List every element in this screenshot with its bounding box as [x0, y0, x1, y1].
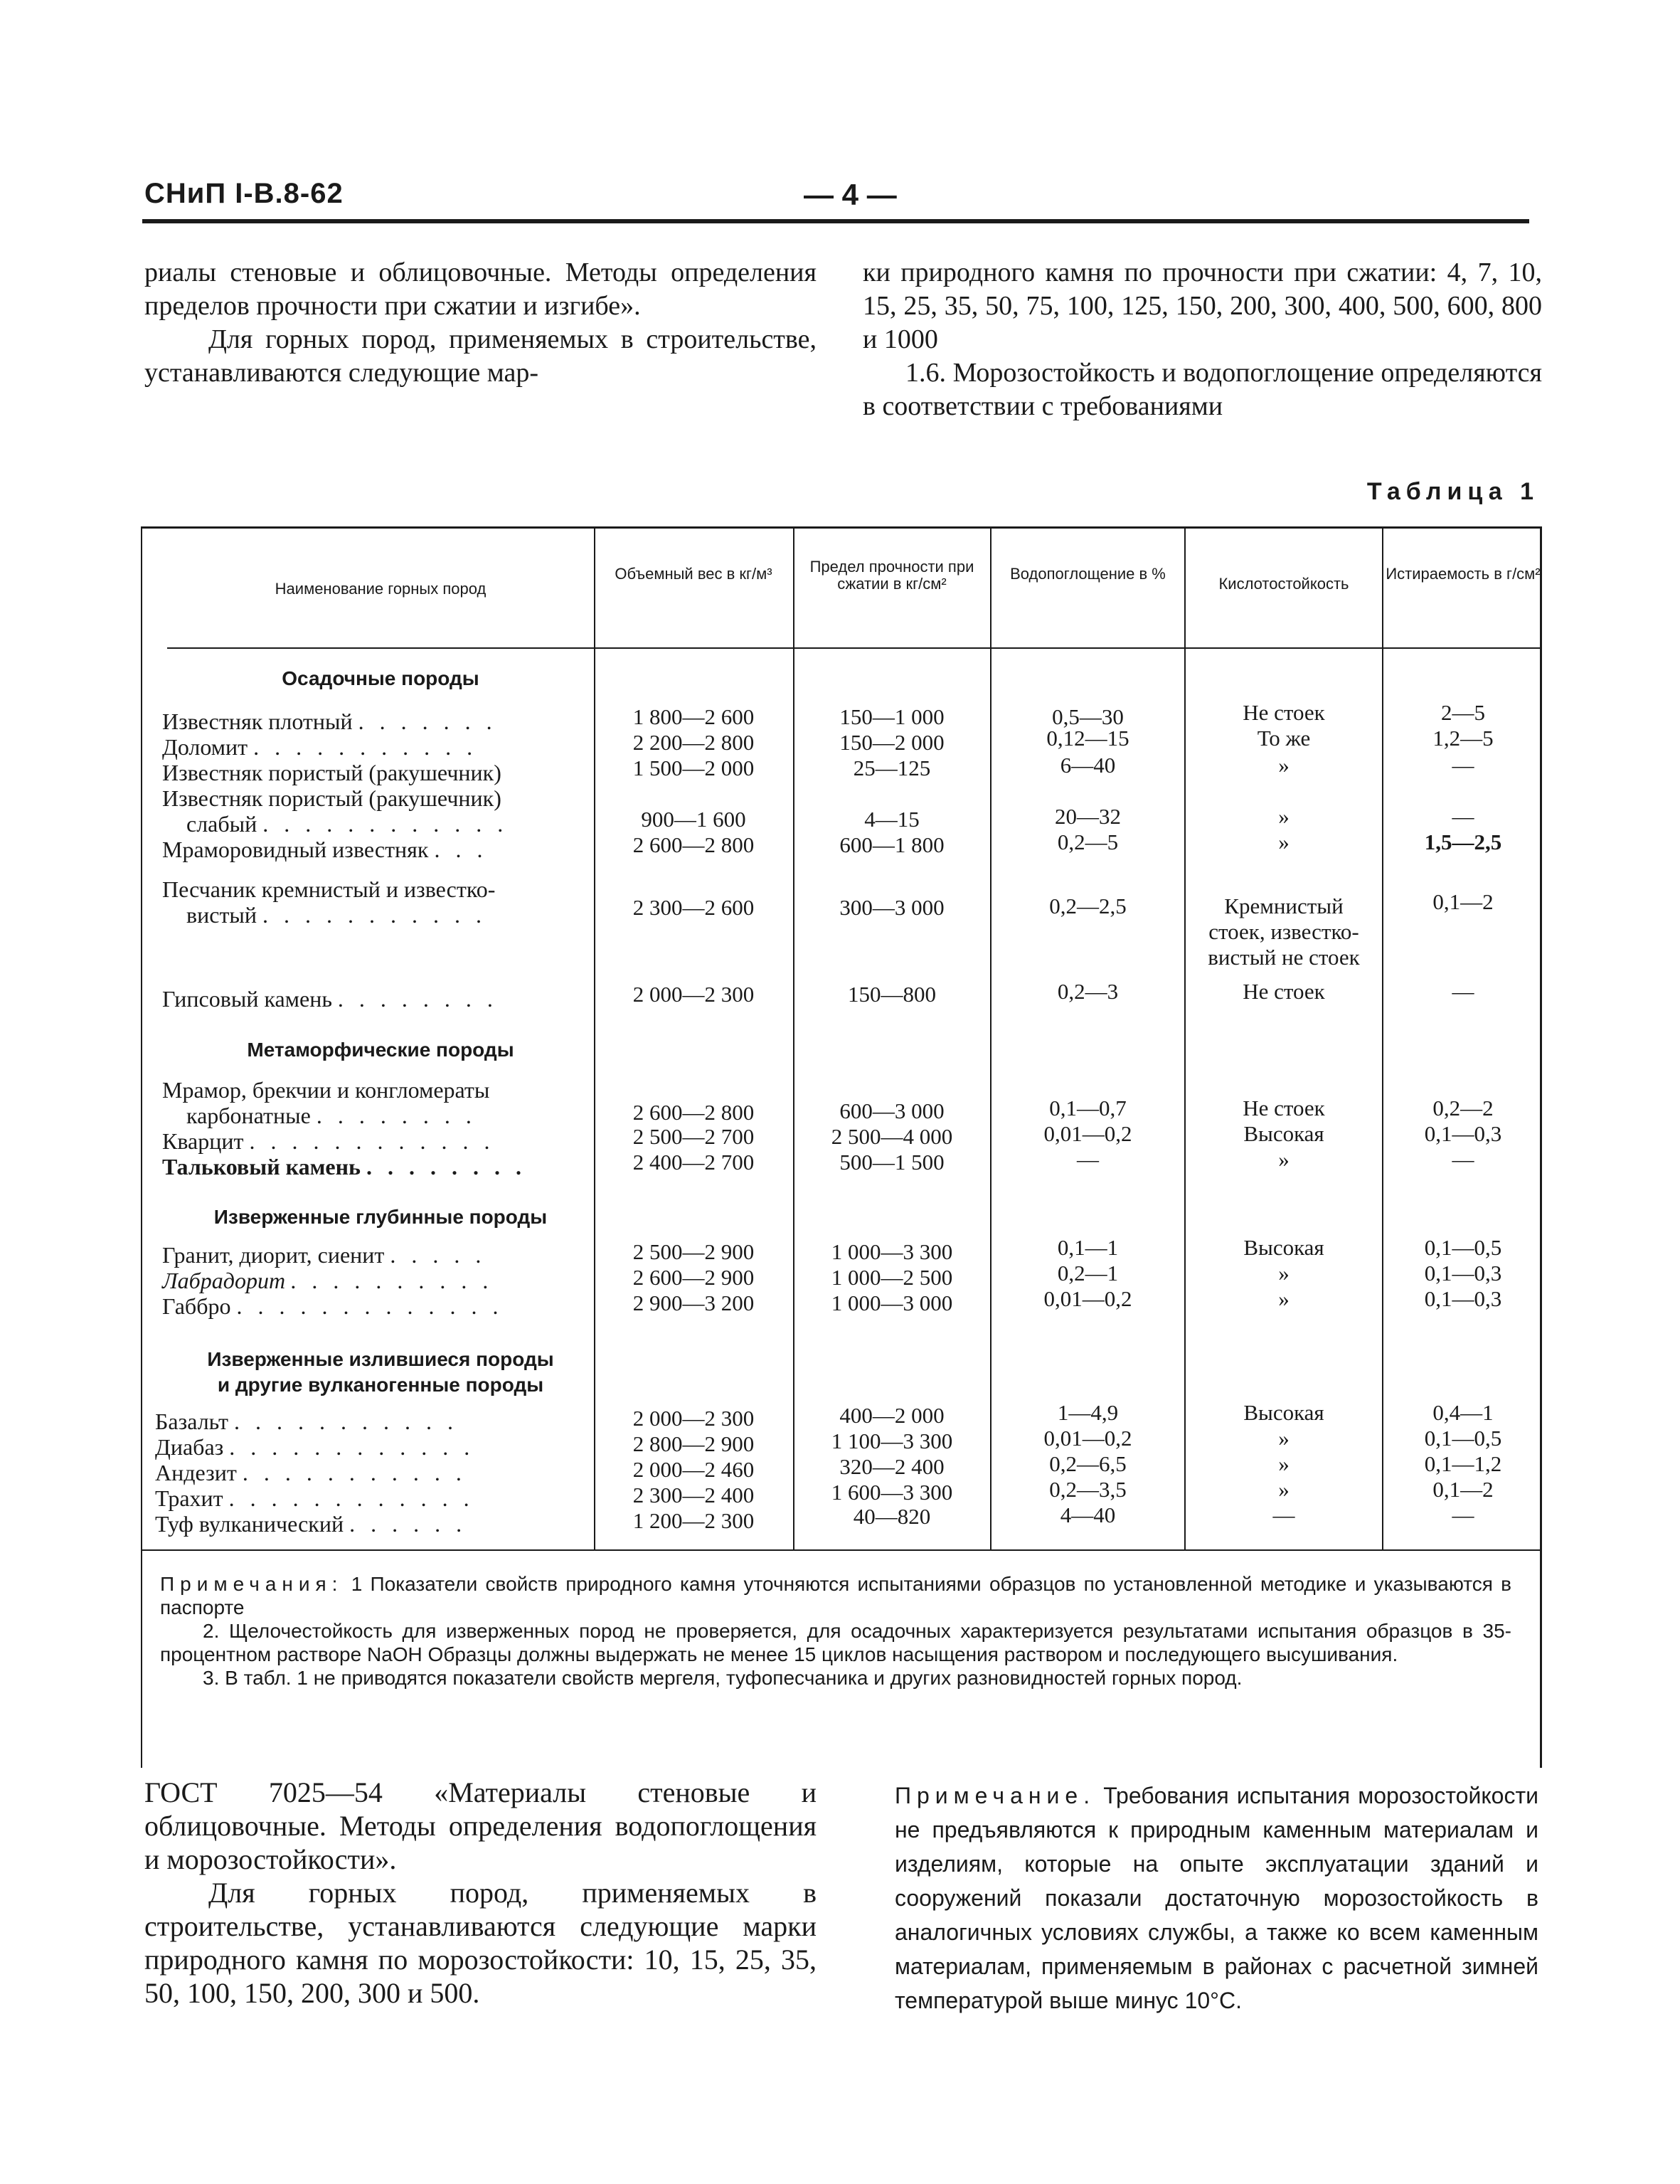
cell-weight: 2 500—2 900 [632, 1239, 755, 1264]
cell-absorption: 1—4,9 [1057, 1400, 1119, 1425]
paragraph: Для горных пород, применяемых в строительстве, устанавливаются следующие мар- [144, 324, 817, 388]
cell-strength: 1 600—3 300 [831, 1480, 953, 1505]
cell-absorption: 0,2—2,5 [1049, 894, 1127, 918]
header-weight: Объемный вес в кг/м³ [615, 565, 772, 583]
cell-acid: Не стоек [1243, 979, 1325, 1004]
cell-weight: 1 800—2 600 [632, 704, 755, 729]
group-heading: Изверженные глубинные породы [213, 1206, 548, 1228]
cell-abrasion: — [1452, 753, 1474, 778]
cell-weight: 2 000—2 460 [632, 1457, 755, 1482]
notes-divider [141, 1549, 1542, 1551]
header-abrasion: Истираемость в г/см² [1386, 565, 1541, 583]
cell-acid-cont: вистый не стоек [1208, 945, 1360, 970]
cell-acid: — [1272, 1502, 1295, 1527]
group-heading: Изверженные излившиеся породы [207, 1348, 554, 1370]
cell-weight: 2 800—2 900 [632, 1431, 755, 1456]
cell-weight: 2 900—3 200 [632, 1290, 755, 1315]
cell-abrasion: 0,1—0,3 [1424, 1121, 1502, 1146]
cell-absorption: 20—32 [1055, 804, 1121, 829]
cell-acid: » [1278, 1147, 1290, 1172]
column-divider [1382, 526, 1383, 1551]
table-row-name: Трахит . . . . . . . . . . . . [155, 1485, 474, 1511]
cell-strength: 150—2 000 [839, 730, 945, 755]
cell-strength: 1 000—3 000 [831, 1290, 953, 1315]
cell-acid-cont: стоек, известко- [1208, 919, 1359, 944]
header-divider [167, 647, 1542, 649]
table-row-name: Гранит, диорит, сиенит . . . . . [162, 1242, 487, 1268]
cell-weight: 2 000—2 300 [632, 982, 755, 1007]
cell-abrasion: 0,1—0,5 [1424, 1235, 1502, 1260]
cell-abrasion: 0,1—2 [1432, 889, 1494, 914]
cell-acid: » [1278, 1477, 1290, 1502]
cell-acid: » [1278, 1261, 1290, 1286]
bottom-right-column [895, 1779, 1538, 2018]
table-row-name: Кварцит . . . . . . . . . . . . [162, 1128, 495, 1154]
cell-abrasion: — [1452, 979, 1474, 1004]
cell-acid: Кремнистый [1224, 894, 1344, 918]
table-row-name: Мраморовидный известняк . . . [162, 837, 488, 862]
cell-acid: » [1278, 1286, 1290, 1311]
cell-absorption: 0,12—15 [1046, 726, 1129, 751]
table-row-name: Известняк пористый (ракушечник) [162, 785, 501, 811]
table-row-name: вистый . . . . . . . . . . . [186, 902, 487, 928]
cell-weight: 1 500—2 000 [632, 756, 755, 780]
cell-absorption: 0,2—1 [1057, 1261, 1119, 1286]
table-row-name: карбонатные . . . . . . . . [186, 1103, 477, 1128]
cell-abrasion: 0,2—2 [1432, 1096, 1494, 1120]
cell-absorption: 0,01—0,2 [1043, 1286, 1132, 1311]
table-row-name: Базальт . . . . . . . . . . . [155, 1409, 459, 1434]
table-row-name: слабый . . . . . . . . . . . . [186, 811, 509, 837]
paragraph: Для горных пород, применяемых в строительстве, устанавливаются следующие марки природного камня по морозостойкости: 10, 15, 25, 35, 50, 100, 150, 200, 300 и 500. [144, 1877, 817, 2009]
cell-absorption: 6—40 [1060, 753, 1116, 778]
cell-strength: 500—1 500 [839, 1150, 945, 1175]
cell-acid: » [1278, 1426, 1290, 1451]
note-2: 2. Щелочестойкость для изверженных пород не проверяется, для осадочных характеризуется результатами испытания образцов в 35-процентном растворе NaOH Образцы должны выдержать не менее 15 циклов насыщения раствором и последующего высушивания. [160, 1620, 1511, 1665]
top-left-column [144, 256, 817, 390]
note-text: Требования испытания морозостойкости не предъявляются к природным каменным материалам и изделиям, которые на опыте эксплуатации зданий и сооружений показали достаточную морозостойкость в аналогичных условиях службы, а также ко всем каменным материалам, применяемым в районах с расчетной зимней температурой выше минус 10°С. [895, 1783, 1539, 2013]
document-code: СНиП I-В.8-62 [144, 178, 344, 209]
cell-abrasion: 2—5 [1441, 700, 1485, 725]
header-rule [142, 219, 1529, 223]
cell-acid: » [1278, 829, 1290, 854]
cell-absorption: 0,01—0,2 [1043, 1121, 1132, 1146]
column-divider [594, 526, 595, 1551]
cell-abrasion: 0,1—1,2 [1424, 1451, 1502, 1476]
cell-abrasion: — [1452, 1147, 1474, 1172]
cell-acid: Высокая [1243, 1121, 1324, 1146]
table-row-name: Гипсовый камень . . . . . . . . [162, 986, 498, 1012]
paragraph: ГОСТ 7025—54 «Материалы стеновые и облицовочные. Методы определения водопоглощения и морозостойкости». [144, 1776, 817, 1875]
cell-abrasion: 0,1—0,5 [1424, 1426, 1502, 1451]
cell-abrasion: 1,2—5 [1432, 726, 1494, 751]
table-notes [160, 1572, 1511, 1690]
cell-weight: 2 600—2 900 [632, 1265, 755, 1290]
cell-abrasion: 0,1—0,3 [1424, 1286, 1502, 1311]
header-absorption: Водопоглощение в % [1010, 565, 1166, 583]
cell-acid: Высокая [1243, 1235, 1324, 1260]
cell-strength: 4—15 [864, 807, 920, 832]
cell-absorption: 0,2—5 [1057, 829, 1119, 854]
table-caption: Таблица 1 [1366, 478, 1539, 505]
header-name: Наименование горных пород [275, 580, 487, 598]
cell-abrasion: 0,4—1 [1432, 1400, 1494, 1425]
note-label: Примечание. [895, 1783, 1096, 1808]
cell-strength: 320—2 400 [839, 1454, 945, 1479]
cell-abrasion: — [1452, 804, 1474, 829]
cell-weight: 2 200—2 800 [632, 730, 755, 755]
top-right-column [863, 256, 1542, 423]
cell-abrasion: 1,5—2,5 [1424, 829, 1502, 854]
cell-absorption: 0,2—6,5 [1049, 1451, 1127, 1476]
table-row-name: Тальковый камень . . . . . . . . [162, 1154, 526, 1180]
header-acid: Кислотостойкость [1218, 575, 1349, 593]
cell-absorption: — [1077, 1147, 1099, 1172]
cell-strength: 1 100—3 300 [831, 1428, 953, 1453]
cell-acid: Высокая [1243, 1400, 1324, 1425]
note-paragraph [895, 1779, 1538, 2018]
note-1: Примечания: 1 Показатели свойств природного камня уточняются испытаниями образцов по установленной методике и указываются в паспорте [160, 1573, 1511, 1618]
cell-acid: » [1278, 753, 1290, 778]
column-divider [990, 526, 991, 1551]
header-strength: Предел прочности при сжатии в кг/см² [809, 558, 974, 593]
cell-weight: 2 400—2 700 [632, 1150, 755, 1175]
column-divider [1184, 526, 1186, 1551]
cell-abrasion: 0,1—2 [1432, 1477, 1494, 1502]
group-heading: и другие вулканогенные породы [217, 1374, 544, 1396]
table-row-name: Известняк пористый (ракушечник) [162, 760, 501, 785]
cell-acid: То же [1257, 726, 1311, 751]
cell-acid: Не стоек [1243, 700, 1325, 725]
cell-weight: 2 000—2 300 [632, 1406, 755, 1431]
cell-strength: 40—820 [853, 1504, 931, 1529]
cell-weight: 900—1 600 [641, 807, 746, 832]
table-row-name: Доломит . . . . . . . . . . . [162, 734, 478, 760]
table-row-name: Мрамор, брекчии и конгломераты [162, 1077, 490, 1103]
paragraph: риалы стеновые и облицовочные. Методы определения пределов прочности при сжатии и изгибе». [144, 258, 817, 321]
cell-absorption: 0,1—1 [1057, 1235, 1119, 1260]
paragraph: 1.6. Морозостойкость и водопоглощение определяются в соответствии с требованиями [863, 358, 1542, 421]
cell-strength: 400—2 000 [839, 1403, 945, 1428]
note-3: 3. В табл. 1 не приводятся показатели свойств мергеля, туфопесчаника и других разновидностей горных пород. [203, 1667, 1243, 1689]
cell-strength: 150—1 000 [839, 704, 945, 729]
column-divider [793, 526, 794, 1551]
cell-weight: 2 500—2 700 [632, 1124, 755, 1149]
cell-absorption: 4—40 [1060, 1502, 1116, 1527]
cell-absorption: 0,5—30 [1052, 704, 1124, 729]
cell-absorption: 0,2—3,5 [1049, 1477, 1127, 1502]
bottom-left-column [144, 1776, 817, 2010]
cell-abrasion: 0,1—0,3 [1424, 1261, 1502, 1286]
cell-strength: 25—125 [853, 756, 931, 780]
cell-absorption: 0,1—0,7 [1049, 1096, 1127, 1120]
cell-weight: 2 300—2 600 [632, 895, 755, 920]
paragraph: ки природного камня по прочности при сжатии: 4, 7, 10, 15, 25, 35, 50, 75, 100, 125, 150, 200, 300, 400, 500, 600, 800 и 1000 [863, 258, 1542, 354]
table-row-name: Песчаник кремнистый и известко- [162, 876, 496, 902]
cell-strength: 1 000—3 300 [831, 1239, 953, 1264]
cell-strength: 300—3 000 [839, 895, 945, 920]
cell-strength: 600—3 000 [839, 1098, 945, 1123]
cell-weight: 1 200—2 300 [632, 1508, 755, 1533]
cell-acid: » [1278, 1451, 1290, 1476]
cell-weight: 2 600—2 800 [632, 1100, 755, 1125]
page-number: — 4 — [804, 178, 897, 211]
cell-weight: 2 300—2 400 [632, 1483, 755, 1507]
cell-absorption: 0,2—3 [1057, 979, 1119, 1004]
cell-acid: » [1278, 804, 1290, 829]
group-heading: Осадочные породы [282, 667, 479, 689]
table-row-name: Известняк плотный . . . . . . . [162, 709, 497, 734]
group-heading: Метаморфические породы [247, 1039, 514, 1061]
table-row-name: Диабаз . . . . . . . . . . . . [155, 1434, 475, 1460]
cell-strength: 600—1 800 [839, 832, 945, 857]
table-row-name: Лабрадорит . . . . . . . . . . [162, 1268, 494, 1293]
cell-absorption: 0,01—0,2 [1043, 1426, 1132, 1451]
cell-strength: 2 500—4 000 [831, 1124, 953, 1149]
cell-strength: 1 000—2 500 [831, 1265, 953, 1290]
cell-weight: 2 600—2 800 [632, 832, 755, 857]
table-row-name: Туф вулканический . . . . . . [155, 1511, 467, 1537]
table-row-name: Габбро . . . . . . . . . . . . . [162, 1293, 504, 1319]
table-row-name: Андезит . . . . . . . . . . . [155, 1460, 467, 1485]
cell-abrasion: — [1452, 1502, 1474, 1527]
cell-strength: 150—800 [848, 982, 936, 1007]
cell-acid: Не стоек [1243, 1096, 1325, 1120]
